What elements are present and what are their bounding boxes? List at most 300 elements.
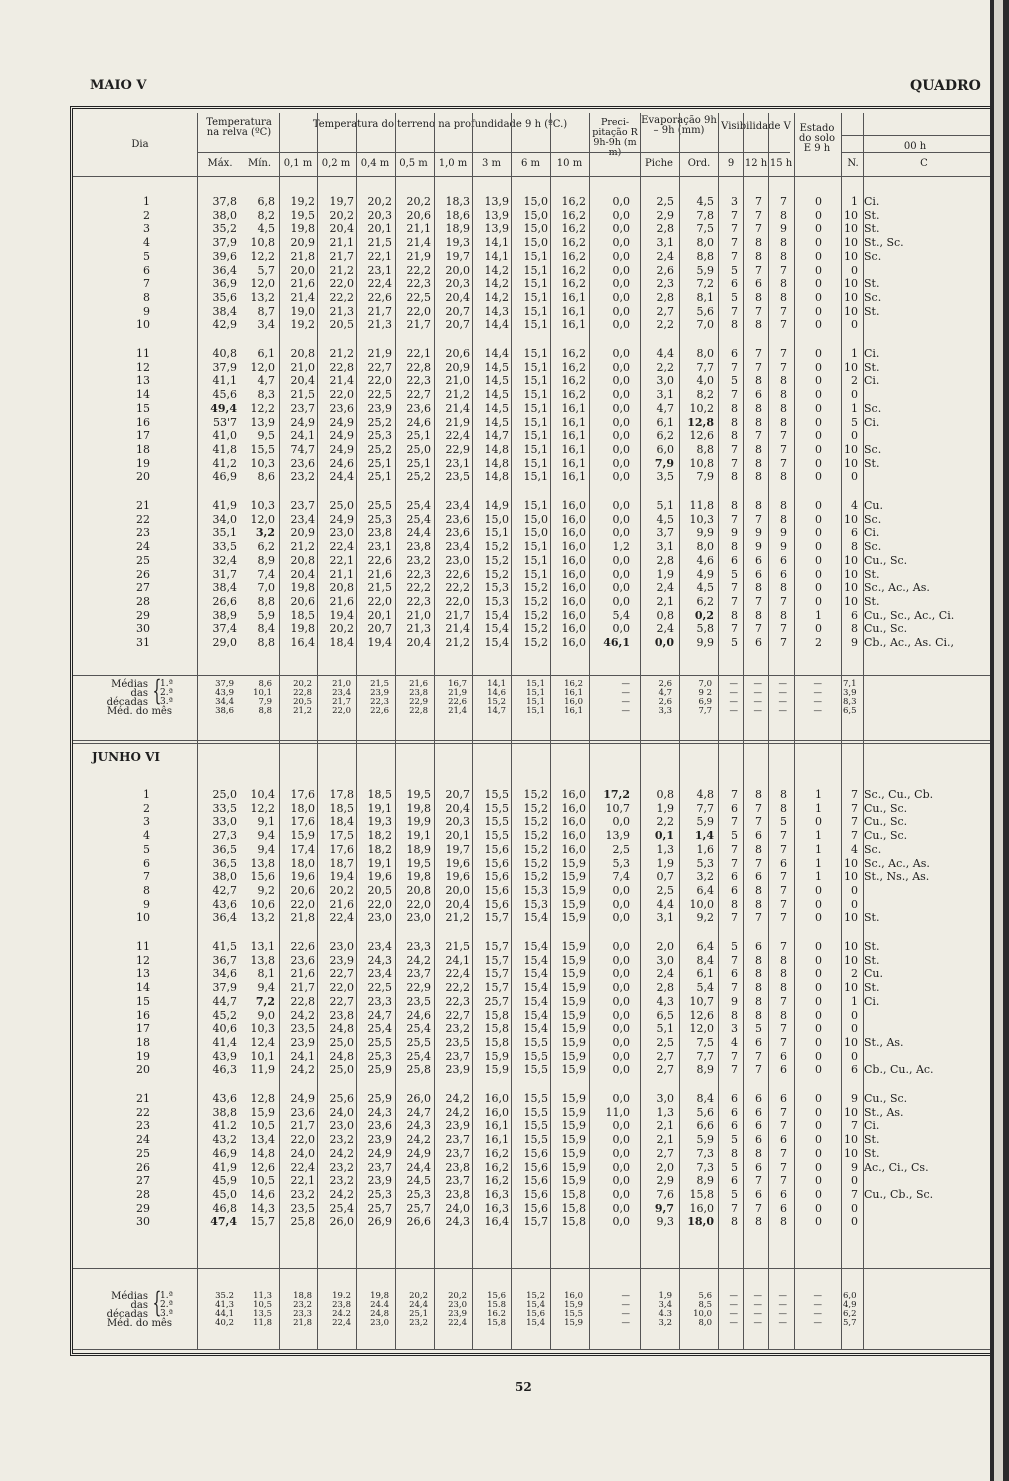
cell-value: 19,0: [290, 304, 315, 318]
col-visib-15: 15 h: [769, 158, 793, 169]
cell-value: 15,9: [561, 1063, 586, 1077]
col-depth: 0,4 m: [360, 158, 390, 169]
cell-value: 15,8: [484, 1022, 509, 1036]
cell-value: 22,2: [406, 263, 431, 277]
day-number: 4: [143, 829, 150, 843]
cell-value: 6: [755, 1092, 762, 1105]
cell-value: 4,5: [696, 195, 714, 208]
cell-value: 16,0: [484, 1105, 509, 1119]
cloud-type: St.: [864, 594, 880, 608]
cell-value: 15,9: [561, 981, 586, 995]
cell-value: 23,2: [329, 1133, 354, 1147]
means-label-line: Médias: [111, 1291, 148, 1302]
cell-value: 23,6: [329, 401, 354, 415]
day-number: 13: [136, 374, 150, 388]
cell-value: 24,9: [329, 415, 354, 429]
cell-value: 6: [780, 553, 787, 567]
table-row: [0, 443, 990, 457]
cell-value: 7: [755, 622, 762, 636]
cell-value: 7: [755, 304, 762, 318]
cell-value: 5,4: [612, 608, 630, 622]
cell-value: 15,8: [561, 1201, 586, 1215]
brace-icon: {: [152, 1286, 162, 1319]
day-number: 22: [136, 1105, 150, 1119]
col-depth: 0,5 m: [399, 158, 428, 169]
cell-value: 7: [731, 388, 738, 402]
mean-value: 21,5: [370, 679, 389, 689]
cell-value: 15,1: [523, 277, 548, 291]
cell-value: 22,0: [445, 594, 470, 608]
cell-value: 15,2: [523, 622, 548, 636]
cell-value: 6,2: [257, 540, 275, 554]
mean-value: 24,4: [409, 1300, 428, 1310]
cell-value: 14,8: [484, 456, 509, 470]
day-number: 5: [143, 249, 150, 263]
cell-value: 6: [731, 870, 738, 884]
cell-value: 0: [815, 499, 822, 512]
day-number: 11: [136, 940, 150, 953]
mean-value: —: [729, 679, 738, 689]
cell-value: 8: [755, 788, 762, 801]
cell-value: 8: [755, 1008, 762, 1022]
cell-value: 0,0: [612, 442, 630, 456]
mean-value: —: [621, 688, 630, 698]
cell-value: 8: [780, 208, 787, 222]
cell-value: 12,6: [250, 1160, 275, 1174]
cell-value: 24,2: [329, 1146, 354, 1160]
mean-value: 15,2: [526, 1291, 545, 1301]
cell-value: 6: [780, 1187, 787, 1201]
cell-value: 22,8: [290, 994, 315, 1008]
cell-value: 15,1: [523, 388, 548, 402]
cell-value: 16,0: [561, 815, 586, 829]
cell-value: 23,6: [445, 512, 470, 526]
cell-value: 15,3: [523, 883, 548, 897]
cell-value: 8: [780, 953, 787, 967]
cell-value: 22,0: [406, 897, 431, 911]
cell-value: 7: [780, 456, 787, 470]
cell-value: 15,9: [561, 897, 586, 911]
cell-value: 20,7: [445, 304, 470, 318]
cloud-type: St.: [864, 1146, 880, 1160]
cell-value: 2,5: [656, 195, 674, 208]
cell-value: 9: [780, 222, 787, 236]
cell-value: 0,0: [612, 883, 630, 897]
cell-value: 7: [780, 870, 787, 884]
cell-value: 20,2: [329, 208, 354, 222]
cell-value: 0,0: [612, 953, 630, 967]
cell-value: 4: [851, 842, 858, 856]
cell-value: 41,0: [212, 429, 237, 443]
means-label-line: décadas: [106, 697, 148, 708]
cloud-type: St.: [864, 981, 880, 995]
cell-value: 20,9: [290, 526, 315, 540]
cell-value: 7: [731, 788, 738, 801]
day-number: 14: [136, 981, 150, 995]
cell-value: 24,1: [290, 429, 315, 443]
cloud-type: St.: [864, 940, 880, 953]
cell-value: 0,0: [612, 1133, 630, 1147]
cell-value: 20,4: [329, 222, 354, 236]
cell-value: 2,2: [656, 318, 674, 332]
cell-value: 21,9: [406, 249, 431, 263]
cloud-type: St.: [864, 567, 880, 581]
mean-value: —: [753, 1291, 762, 1301]
cell-value: 9: [755, 526, 762, 540]
cell-value: 26,0: [406, 1092, 431, 1105]
mean-value: 14,6: [487, 688, 506, 698]
cell-value: 18,3: [445, 195, 470, 208]
cell-value: 15,5: [523, 1119, 548, 1133]
cell-value: 7: [780, 594, 787, 608]
cell-value: 25,4: [406, 1022, 431, 1036]
cell-value: 22,4: [445, 967, 470, 981]
cell-value: 8: [755, 967, 762, 981]
cell-value: 25,7: [484, 994, 509, 1008]
cell-value: 0,0: [612, 1119, 630, 1133]
day-number: 16: [136, 415, 150, 429]
mean-value: 23,8: [409, 688, 428, 698]
cell-value: 8: [755, 236, 762, 250]
cell-value: 21,3: [367, 318, 392, 332]
mean-value: —: [621, 697, 630, 707]
day-number: 20: [136, 470, 150, 484]
cell-value: 8: [755, 249, 762, 263]
table-row: [0, 1009, 990, 1023]
mean-value: —: [729, 1291, 738, 1301]
mean-value: —: [813, 706, 822, 716]
cell-value: 8: [731, 429, 738, 443]
row-rule: [73, 176, 197, 177]
cell-value: 7,7: [696, 360, 714, 374]
cell-value: 9,1: [257, 815, 275, 829]
cell-value: 19,8: [290, 622, 315, 636]
day-number: 18: [136, 1035, 150, 1049]
day-number: 17: [136, 1022, 150, 1036]
cell-value: 16,0: [561, 608, 586, 622]
cell-value: 4,5: [656, 512, 674, 526]
cell-value: 7,0: [696, 318, 714, 332]
cell-value: 45,0: [212, 1187, 237, 1201]
cell-value: 36,5: [212, 842, 237, 856]
cell-value: 8,4: [696, 953, 714, 967]
cell-value: 25,4: [406, 499, 431, 512]
cell-value: 7,7: [696, 1049, 714, 1063]
table-row: [0, 843, 990, 857]
cell-value: 0: [851, 1022, 858, 1036]
cell-value: 22,6: [290, 940, 315, 953]
cell-value: 10: [844, 1035, 858, 1049]
mean-value: 23,0: [448, 1300, 467, 1310]
cell-value: 5,4: [696, 981, 714, 995]
cell-value: 7: [780, 195, 787, 208]
cloud-type: Cu.: [864, 967, 883, 981]
cell-value: 20,4: [406, 636, 431, 649]
cell-value: 22,1: [290, 1174, 315, 1188]
cell-value: 38,8: [212, 1105, 237, 1119]
cell-value: 15,3: [484, 594, 509, 608]
cell-value: 15,4: [523, 981, 548, 995]
june-header: JUNHO VI: [92, 750, 161, 764]
cell-value: 19,7: [445, 842, 470, 856]
cell-value: 25,9: [367, 1063, 392, 1077]
mean-value: —: [753, 706, 762, 716]
cell-value: 0: [851, 263, 858, 277]
cell-value: 9,2: [257, 883, 275, 897]
mean-value: 22,6: [370, 706, 389, 716]
col-depth: 3 m: [481, 158, 502, 169]
cell-value: 0,0: [612, 553, 630, 567]
cell-value: 0,0: [612, 911, 630, 925]
cell-value: 21,5: [367, 581, 392, 595]
cell-value: 2,8: [656, 222, 674, 236]
cell-value: 21,6: [329, 594, 354, 608]
cell-value: 7: [755, 1063, 762, 1077]
mean-value: 6,2: [843, 1309, 857, 1319]
cell-value: 7: [755, 1049, 762, 1063]
cell-value: 7: [780, 1035, 787, 1049]
cell-value: 14,3: [250, 1201, 275, 1215]
cell-value: 7: [731, 911, 738, 925]
table-row: [0, 540, 990, 554]
cell-value: 24,2: [445, 1105, 470, 1119]
cell-value: 22,3: [406, 594, 431, 608]
means-label-line: Méd. do mês: [106, 1318, 172, 1329]
cell-value: 15,9: [561, 870, 586, 884]
cell-value: 15,3: [484, 581, 509, 595]
cell-value: 0,0: [612, 429, 630, 443]
cell-value: 6,8: [257, 195, 275, 208]
decade-ordinal: 2.ª: [160, 1300, 173, 1310]
cell-value: 22,9: [406, 981, 431, 995]
mean-value: 16,1: [564, 706, 583, 716]
cell-value: 15,2: [523, 801, 548, 815]
cell-value: 0,0: [612, 456, 630, 470]
cell-value: 20,2: [329, 622, 354, 636]
cell-value: 14,2: [484, 263, 509, 277]
cell-value: 10,0: [689, 897, 714, 911]
cell-value: 8,3: [257, 388, 275, 402]
cell-value: 5: [731, 374, 738, 388]
cell-value: 21,7: [367, 304, 392, 318]
mean-value: 15,1: [526, 688, 545, 698]
cell-value: 16,2: [561, 388, 586, 402]
table-row: [0, 609, 990, 623]
mean-value: 6,5: [843, 706, 857, 716]
cell-value: 0,0: [612, 594, 630, 608]
cell-value: 20,6: [445, 347, 470, 360]
cell-value: 8: [731, 499, 738, 512]
cell-value: 16,1: [561, 429, 586, 443]
cell-value: 10,5: [250, 1174, 275, 1188]
cell-value: 24,9: [329, 442, 354, 456]
cell-value: 0: [815, 442, 822, 456]
cell-value: 22,4: [329, 911, 354, 925]
cell-value: 0,0: [612, 526, 630, 540]
cell-value: 0,0: [612, 1092, 630, 1105]
day-number: 23: [136, 1119, 150, 1133]
cell-value: 22,3: [406, 567, 431, 581]
mean-value: —: [813, 679, 822, 689]
cell-value: 16,0: [561, 512, 586, 526]
cell-value: 22,2: [445, 581, 470, 595]
cell-value: 15,4: [523, 940, 548, 953]
cell-value: 16,2: [561, 347, 586, 360]
cell-value: 6,6: [696, 1119, 714, 1133]
cell-value: 15,6: [523, 1187, 548, 1201]
cell-value: 16,4: [484, 1215, 509, 1229]
cell-value: 8: [755, 1146, 762, 1160]
cell-value: 7: [780, 622, 787, 636]
cell-value: 7: [755, 594, 762, 608]
cell-value: 8: [780, 981, 787, 995]
cell-value: 0: [815, 967, 822, 981]
mean-value: —: [753, 1309, 762, 1319]
cell-value: 14,7: [484, 429, 509, 443]
cell-value: 23,4: [367, 967, 392, 981]
cell-value: 9: [755, 540, 762, 554]
cell-value: 15,2: [484, 540, 509, 554]
mean-value: 14,7: [487, 706, 506, 716]
day-number: 3: [143, 222, 150, 236]
cell-value: 13,9: [484, 222, 509, 236]
cell-value: 20,8: [290, 553, 315, 567]
mean-value: 8,5: [698, 1300, 712, 1310]
cell-value: 15,5: [484, 801, 509, 815]
cell-value: 17,6: [290, 788, 315, 801]
cell-value: 11,8: [689, 499, 714, 512]
cell-value: 15,7: [484, 953, 509, 967]
cell-value: 7: [755, 815, 762, 829]
cell-value: 6: [731, 883, 738, 897]
cell-value: 16,1: [484, 1119, 509, 1133]
mean-value: 3,4: [658, 1300, 672, 1310]
cloud-type: St.: [864, 360, 880, 374]
cell-value: 25,5: [367, 1035, 392, 1049]
cell-value: 15,9: [561, 1092, 586, 1105]
col-piche: Piche: [645, 158, 673, 169]
cell-value: 1: [815, 801, 822, 815]
cell-value: 15,2: [523, 842, 548, 856]
table-row: [0, 195, 990, 209]
cell-value: 9,0: [257, 1008, 275, 1022]
mean-value: —: [729, 1300, 738, 1310]
cell-value: 24,1: [290, 1049, 315, 1063]
cell-value: 22,3: [406, 277, 431, 291]
cell-value: 15,7: [523, 1215, 548, 1229]
cloud-type: Sc.: [864, 442, 882, 456]
cell-value: 2,4: [656, 249, 674, 263]
cell-value: 22,2: [406, 581, 431, 595]
table-row: [0, 1092, 990, 1106]
cell-value: 8: [780, 374, 787, 388]
table-row: [0, 457, 990, 471]
cell-value: 15,6: [523, 1160, 548, 1174]
cell-value: 16,2: [561, 208, 586, 222]
cell-value: 10: [844, 594, 858, 608]
cell-value: 10: [844, 277, 858, 291]
cell-value: 18,0: [687, 1215, 714, 1229]
cloud-type: Cu., Sc.: [864, 829, 908, 843]
cell-value: 8: [755, 401, 762, 415]
cell-value: 7: [780, 897, 787, 911]
cell-value: 23,3: [406, 940, 431, 953]
day-number: 25: [136, 1146, 150, 1160]
cell-value: 15,2: [523, 594, 548, 608]
cell-value: 21,2: [445, 911, 470, 925]
day-number: 19: [136, 456, 150, 470]
cell-value: 15,8: [484, 1008, 509, 1022]
mean-value: —: [621, 1300, 630, 1310]
cell-value: 9: [851, 1160, 858, 1174]
cell-value: 23,6: [445, 526, 470, 540]
cell-value: 2,8: [656, 290, 674, 304]
cell-value: 2,0: [656, 940, 674, 953]
cell-value: 21,7: [445, 608, 470, 622]
cell-value: 8: [731, 540, 738, 554]
cell-value: 8: [731, 1146, 738, 1160]
cell-value: 19,1: [406, 829, 431, 843]
cell-value: 0: [815, 249, 822, 263]
cell-value: 0,0: [612, 374, 630, 388]
cell-value: 16,1: [561, 304, 586, 318]
table-row: [0, 1147, 990, 1161]
cell-value: 8,2: [257, 208, 275, 222]
cell-value: 8: [755, 1215, 762, 1229]
cell-value: 23,7: [445, 1049, 470, 1063]
cell-value: 21,4: [290, 290, 315, 304]
table-row: [0, 1036, 990, 1050]
cell-value: 15,9: [561, 994, 586, 1008]
day-number: 12: [136, 360, 150, 374]
cell-value: 7: [731, 1201, 738, 1215]
table-row: [0, 1050, 990, 1064]
cell-value: 37,4: [212, 622, 237, 636]
cell-value: 25,2: [367, 442, 392, 456]
mean-value: 6,0: [843, 1291, 857, 1301]
cell-value: 8: [755, 953, 762, 967]
cell-value: 37,9: [212, 236, 237, 250]
cell-value: 23,6: [406, 401, 431, 415]
mean-value: 15,4: [526, 1318, 545, 1328]
day-number: 7: [143, 870, 150, 884]
mean-value: 22,3: [370, 697, 389, 707]
cell-value: 22,2: [329, 290, 354, 304]
cell-value: 33,0: [212, 815, 237, 829]
table-row: [0, 940, 990, 954]
cell-value: 23,0: [445, 553, 470, 567]
cell-value: 26,6: [406, 1215, 431, 1229]
cell-value: 7: [755, 856, 762, 870]
cell-value: 0,0: [612, 581, 630, 595]
mean-value: 21,0: [332, 679, 351, 689]
cell-value: 2,5: [612, 842, 630, 856]
cell-value: 8: [780, 236, 787, 250]
cell-value: 25,3: [367, 1049, 392, 1063]
cell-value: 15,1: [523, 249, 548, 263]
cell-value: 6,2: [656, 429, 674, 443]
cell-value: 22,2: [445, 981, 470, 995]
cell-value: 25,8: [290, 1215, 315, 1229]
cell-value: 42,7: [212, 883, 237, 897]
cell-value: 0,0: [612, 1160, 630, 1174]
cell-value: 15,4: [484, 622, 509, 636]
cell-value: 7: [780, 347, 787, 360]
table-row: [0, 429, 990, 443]
mean-value: 15,5: [564, 1309, 583, 1319]
cell-value: 20,2: [406, 195, 431, 208]
cell-value: 6: [731, 347, 738, 360]
